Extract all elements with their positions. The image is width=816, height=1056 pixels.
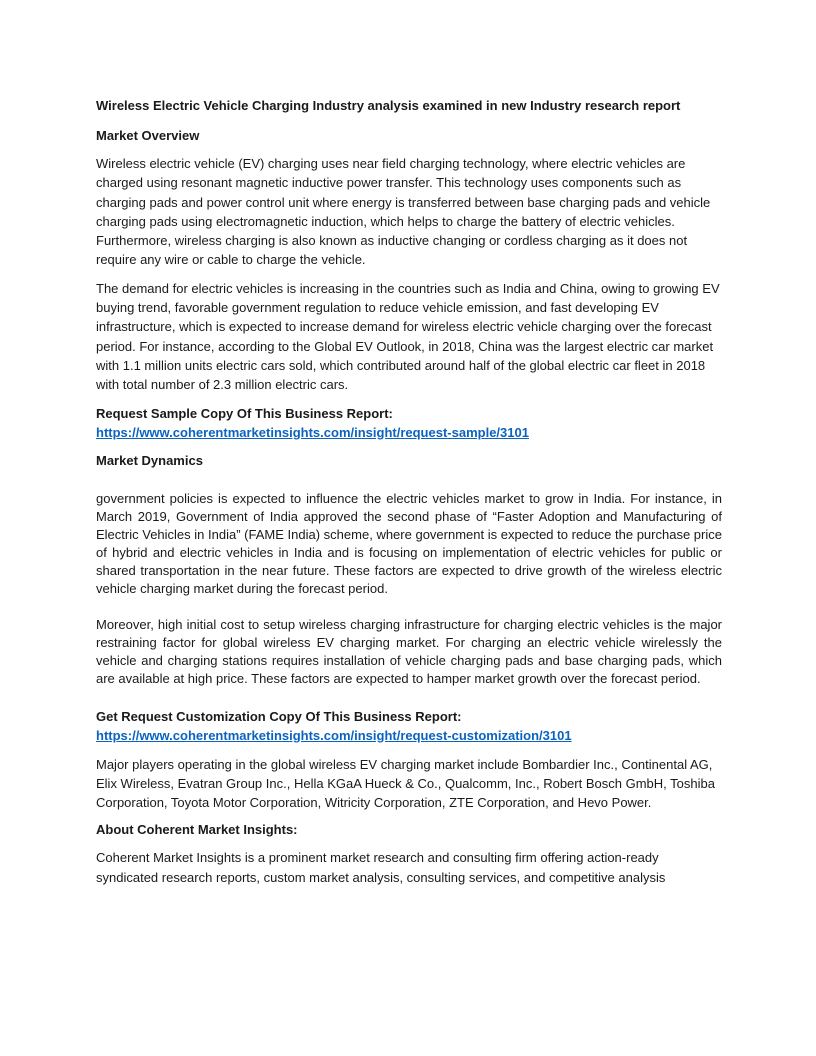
- sample-request-link[interactable]: https://www.coherentmarketinsights.com/insight/request-sample/3101: [96, 424, 529, 440]
- customization-request-label: Get Request Customization Copy Of This Business Report:: [96, 708, 462, 724]
- about-heading: About Coherent Market Insights:: [96, 822, 298, 838]
- sample-request-label: Request Sample Copy Of This Business Report:: [96, 405, 393, 421]
- document-title: Wireless Electric Vehicle Charging Industry analysis examined in new Industry research report: [96, 98, 681, 113]
- dynamics-paragraph-1: government policies is expected to influence the electric vehicles market to grow in India. For instance, in March 2019, Government of India approved the second phase of “Faster Adoption and Manufacturing of Electric Vehicles in India” (FAME India) scheme, where government is expected to reduce the purchase price of hybrid and electric vehicles in India and is focusing on implementation of electric vehicles for public or shared transportation in the near future. These factors are expected to drive growth of the wireless electric vehicle charging market during the forecast period.: [96, 490, 722, 597]
- document-page: [96, 97, 722, 896]
- overview-paragraph-1: Wireless electric vehicle (EV) charging uses near field charging technology, where electric vehicles are charged using resonant magnetic inductive power transfer. This technology uses components such as charging pads and power control unit where energy is transferred between base charging pads and vehicle charging pads using electromagnetic induction, which helps to charge the battery of electric vehicles. Furthermore, wireless charging is also known as inductive changing or cordless charging as it does not require any wire or cable to charge the vehicle.: [96, 156, 711, 268]
- major-players-paragraph: Major players operating in the global wireless EV charging market include Bombardier Inc., Continental AG, Elix Wireless, Evatran Group Inc., Hella KGaA Hueck & Co., Qualcomm, Inc., Robert Bosch GmbH, Toshiba Corporation, Toyota Motor Corporation, Witricity Corporation, ZTE Corporation, and Hevo Power.: [96, 756, 715, 811]
- market-overview-heading: Market Overview: [96, 128, 200, 143]
- market-dynamics-heading: Market Dynamics: [96, 452, 203, 468]
- overview-paragraph-2: The demand for electric vehicles is increasing in the countries such as India and China, owing to growing EV buying trend, favorable government regulation to reduce vehicle emission, and fast developing EV infrastructure, which is expected to increase demand for wireless electric vehicle charging over the forecast period. For instance, according to the Global EV Outlook, in 2018, China was the largest electric car market with 1.1 million units electric cars sold, which contributed around half of the global electric car fleet in 2018 with total number of 2.3 million electric cars.: [96, 280, 720, 393]
- dynamics-paragraph-2: Moreover, high initial cost to setup wireless charging infrastructure for charging electric vehicles is the major restraining factor for global wireless EV charging market. For charging an electric vehicle wirelessly the vehicle and charging stations requires installation of vehicle charging pads and base charging pads, which are available at high price. These factors are expected to hamper market growth over the forecast period.: [96, 617, 722, 687]
- about-paragraph: Coherent Market Insights is a prominent market research and consulting firm offering action-ready syndicated research reports, custom market analysis, consulting services, and competitive analysis: [96, 850, 666, 885]
- customization-request-link[interactable]: https://www.coherentmarketinsights.com/insight/request-customization/3101: [96, 727, 572, 743]
